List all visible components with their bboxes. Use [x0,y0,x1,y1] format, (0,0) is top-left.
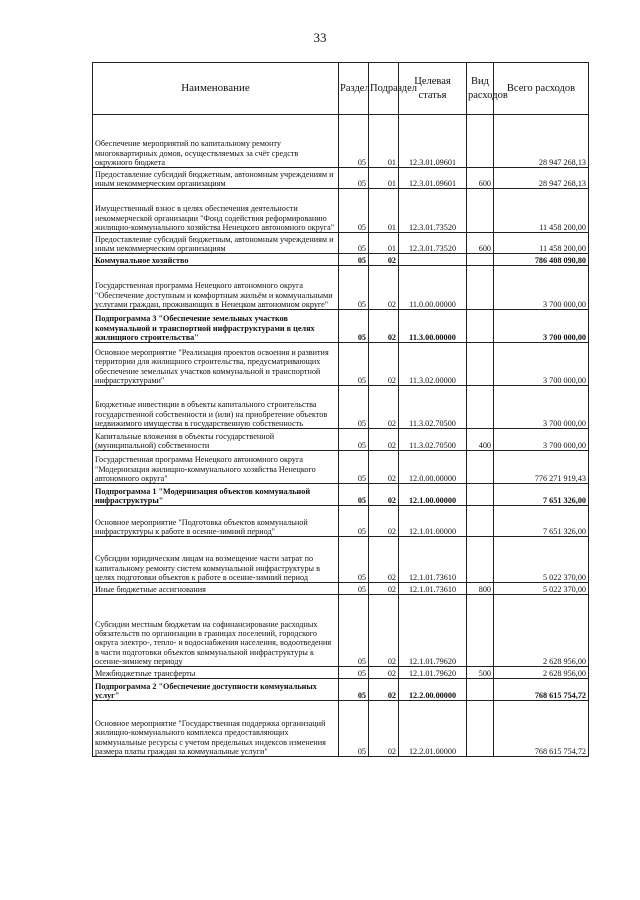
row-razdel: 05 [339,484,369,506]
row-target: 12.0.00.00000 [399,451,467,484]
row-name: Основное мероприятие "Государственная поддержка организаций жилищно-коммунального комплекса предоставляющих коммунальные ресурсы с учетом предельных индексов изменения размера платы граждан за коммунальные услуги" [93,701,339,757]
row-razdel: 05 [339,595,369,667]
row-vid [467,115,494,168]
table-row [93,386,589,429]
row-vid [467,310,494,343]
row-amount: 11 458 200,00 [494,233,589,254]
table-header-row [93,63,589,115]
row-name: Коммунальное хозяйство [93,254,339,266]
row-name: Подпрограмма 1 "Модернизация объектов коммунальной инфраструктуры" [93,484,339,506]
row-name: Иные бюджетные ассигнования [93,583,339,595]
row-podrazdel: 01 [369,189,399,233]
row-podrazdel: 02 [369,310,399,343]
row-amount: 2 628 956,00 [494,595,589,667]
row-vid [467,679,494,701]
row-vid [467,484,494,506]
row-razdel: 05 [339,343,369,386]
table-row [93,168,589,189]
table-row [93,595,589,667]
row-target: 12.3.01.09601 [399,168,467,189]
row-name: Обеспечение мероприятий по капитальному ремонту многоквартирных домов, осуществляемых за счёт средств окружного бюджета [93,115,339,168]
row-razdel: 05 [339,537,369,583]
table-row [93,254,589,266]
header-vid: Вид расходов [467,63,494,115]
row-podrazdel: 02 [369,537,399,583]
header-podrazdel: Подраздел [369,63,399,115]
row-podrazdel: 01 [369,168,399,189]
table-row [93,310,589,343]
row-vid: 800 [467,583,494,595]
row-amount: 2 628 956,00 [494,667,589,679]
row-amount: 768 615 754,72 [494,679,589,701]
row-razdel: 05 [339,701,369,757]
row-name: Основное мероприятие "Реализация проектов освоения и развития территории для жилищного строительства, предусматривающих обеспечение земельных участков коммунальной и транспортной инфраструктурами" [93,343,339,386]
row-podrazdel: 02 [369,266,399,310]
table-row [93,233,589,254]
table-row [93,429,589,451]
table-row [93,537,589,583]
row-vid: 600 [467,233,494,254]
row-name: Имущественный взнос в целях обеспечения деятельности некоммерческой организации "Фонд содействия реформированию жилищно-коммунального хозяйства Ненецкого автономного округа" [93,189,339,233]
row-podrazdel: 02 [369,595,399,667]
row-razdel: 05 [339,168,369,189]
row-name: Подпрограмма 3 "Обеспечение земельных участков коммунальной и транспортной инфраструктурами в целях жилищного строительства" [93,310,339,343]
row-razdel: 05 [339,429,369,451]
row-amount: 7 651 326,00 [494,506,589,537]
row-amount: 3 700 000,00 [494,343,589,386]
table-body [93,115,589,757]
row-podrazdel: 02 [369,451,399,484]
row-razdel: 05 [339,583,369,595]
table-row [93,115,589,168]
row-name: Субсидии местным бюджетам на софинансирование расходных обязательств по организации в границах поселений, городского округа электро-, тепло- и водоснабжения населения, водоотведения в части подготовки объектов коммунальной инфраструктуры к осенне-зимнему периоду [93,595,339,667]
row-target: 12.1.00.00000 [399,484,467,506]
row-name: Государственная программа Ненецкого автономного округа "Обеспечение доступным и комфортным жильём и коммунальными услугами граждан, проживающих в Ненецком автономном округе" [93,266,339,310]
row-podrazdel: 01 [369,233,399,254]
row-target: 12.3.01.73520 [399,189,467,233]
row-razdel: 05 [339,254,369,266]
header-target: Целевая статья [399,63,467,115]
table-row [93,679,589,701]
row-vid [467,506,494,537]
row-amount: 3 700 000,00 [494,386,589,429]
budget-table [92,62,589,757]
row-target: 12.1.01.00000 [399,506,467,537]
row-razdel: 05 [339,386,369,429]
row-vid [467,537,494,583]
row-vid [467,595,494,667]
row-amount: 5 022 370,00 [494,583,589,595]
row-podrazdel: 02 [369,679,399,701]
row-target: 12.2.00.00000 [399,679,467,701]
table-row [93,189,589,233]
row-podrazdel: 02 [369,506,399,537]
row-name: Основное мероприятие "Подготовка объектов коммунальной инфраструктуры к работе в осенне-зимний период" [93,506,339,537]
row-amount: 3 700 000,00 [494,266,589,310]
row-razdel: 05 [339,667,369,679]
row-name: Предоставление субсидий бюджетным, автономным учреждениям и иным некоммерческим организациям [93,233,339,254]
row-name: Субсидии юридическим лицам на возмещение части затрат по капитальному ремонту систем коммунальной инфраструктуры в целях подготовки объектов к работе в осенне-зимний период [93,537,339,583]
row-amount: 3 700 000,00 [494,310,589,343]
row-razdel: 05 [339,266,369,310]
table-row [93,484,589,506]
row-amount: 11 458 200,00 [494,189,589,233]
row-target [399,254,467,266]
row-vid [467,254,494,266]
row-target: 12.2.01.00000 [399,701,467,757]
table-row [93,701,589,757]
row-vid [467,451,494,484]
table-row [93,343,589,386]
row-amount: 7 651 326,00 [494,484,589,506]
row-razdel: 05 [339,506,369,537]
row-amount: 28 947 268,13 [494,115,589,168]
row-podrazdel: 02 [369,484,399,506]
row-podrazdel: 02 [369,583,399,595]
row-name: Предоставление субсидий бюджетным, автономным учреждениям и иным некоммерческим организациям [93,168,339,189]
row-vid: 400 [467,429,494,451]
row-razdel: 05 [339,189,369,233]
row-vid: 500 [467,667,494,679]
row-podrazdel: 01 [369,115,399,168]
page-number: 33 [313,30,327,45]
row-target: 12.1.01.79620 [399,667,467,679]
header-razdel: Раздел [339,63,369,115]
row-razdel: 05 [339,233,369,254]
header-name: Наименование [93,63,339,115]
row-vid [467,266,494,310]
table-row [93,266,589,310]
row-name: Бюджетные инвестиции в объекты капитального строительства государственной собственности и (или) на приобретение объектов недвижимого имущества в государственную собственность [93,386,339,429]
row-amount: 5 022 370,00 [494,537,589,583]
row-target: 12.1.01.73610 [399,583,467,595]
row-name: Подпрограмма 2 "Обеспечение доступности коммунальных услуг" [93,679,339,701]
row-target: 12.1.01.79620 [399,595,467,667]
table-row [93,451,589,484]
row-target: 11.3.02.70500 [399,429,467,451]
row-amount: 28 947 268,13 [494,168,589,189]
row-vid [467,701,494,757]
row-target: 11.3.00.00000 [399,310,467,343]
row-podrazdel: 02 [369,254,399,266]
row-podrazdel: 02 [369,667,399,679]
row-vid [467,189,494,233]
row-amount: 786 408 090,80 [494,254,589,266]
row-podrazdel: 02 [369,343,399,386]
table-row [93,583,589,595]
row-target: 11.3.02.70500 [399,386,467,429]
row-podrazdel: 02 [369,701,399,757]
row-amount: 3 700 000,00 [494,429,589,451]
row-target: 11.3.02.00000 [399,343,467,386]
row-razdel: 05 [339,310,369,343]
row-name: Государственная программа Ненецкого автономного округа "Модернизация жилищно-коммунального хозяйства Ненецкого автономного округа" [93,451,339,484]
row-razdel: 05 [339,679,369,701]
row-podrazdel: 02 [369,386,399,429]
row-name: Межбюджетные трансферты [93,667,339,679]
row-vid [467,386,494,429]
table-row [93,667,589,679]
row-target: 12.1.01.73610 [399,537,467,583]
row-razdel: 05 [339,451,369,484]
row-name: Капитальные вложения в объекты государственной (муниципальной) собственности [93,429,339,451]
row-target: 12.3.01.09601 [399,115,467,168]
row-vid: 600 [467,168,494,189]
header-total: Всего расходов [494,63,589,115]
table-row [93,506,589,537]
row-amount: 768 615 754,72 [494,701,589,757]
row-podrazdel: 02 [369,429,399,451]
row-razdel: 05 [339,115,369,168]
row-target: 12.3.01.73520 [399,233,467,254]
row-vid [467,343,494,386]
row-target: 11.0.00.00000 [399,266,467,310]
row-amount: 776 271 919,43 [494,451,589,484]
